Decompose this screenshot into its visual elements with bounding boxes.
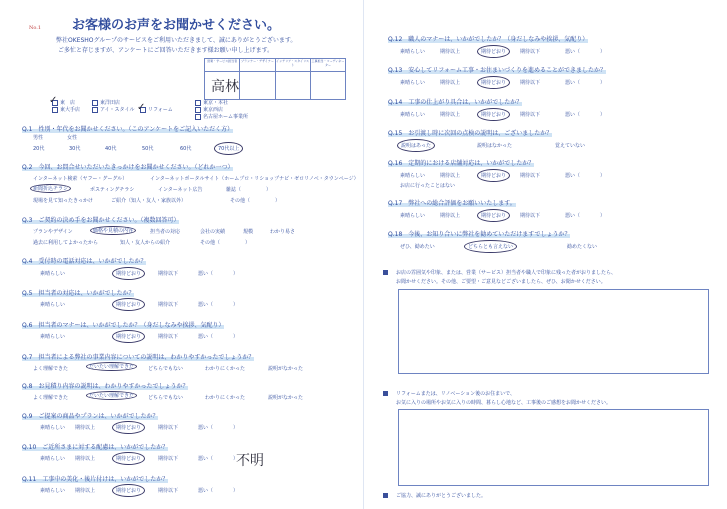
comment1-prompt-line-2: お聞かせください。その他、ご要望・ご意見などございましたら、ぜひ、お聞かせください。 — [396, 279, 606, 285]
answer-option[interactable]: どちらでもない — [148, 395, 183, 401]
answer-option[interactable]: 期待以下 — [158, 456, 179, 462]
staff-header-construction: 工事担当・コーディネーター — [311, 59, 345, 67]
answer-option[interactable]: 期待以下 — [520, 49, 541, 55]
answer-option[interactable]: 期待以上 — [75, 456, 96, 462]
bullet-square-icon — [383, 493, 388, 498]
intro-line-1: 弊社OKESHOグループのサービスをご利用いただきまして、誠にありがとうございます。 — [56, 37, 297, 44]
answer-option[interactable]: ご紹介（知人・友人・家族以外） — [111, 198, 187, 204]
checkbox-2[interactable] — [92, 100, 98, 106]
answer-option[interactable]: お店に行ったことはない — [400, 183, 456, 189]
business-type-label: 東 店 — [60, 100, 76, 106]
answer-option-selected[interactable]: だいたい理解できた — [86, 391, 137, 400]
answer-option[interactable]: 素晴らしい — [400, 80, 426, 86]
checkbox-4[interactable] — [52, 107, 58, 113]
answer-option[interactable]: 素晴らしい — [400, 213, 426, 219]
answer-option[interactable]: 悪い（ ） — [198, 488, 239, 494]
answer-option[interactable]: 女性 — [67, 135, 78, 141]
question-q1: Q.1 性別・年代をお聞かせください。（このアンケートをご記入いただく方） — [22, 126, 234, 133]
answer-option-selected[interactable]: 期待どおり — [477, 45, 510, 58]
footer-thanks: ご協力、誠にありがとうございました。 — [396, 493, 487, 499]
page-fold-divider — [363, 0, 364, 509]
handwritten-note: 不明 — [236, 453, 264, 469]
answer-option[interactable]: 20代 — [33, 146, 45, 152]
answer-option-selected[interactable]: 期待どおり — [112, 330, 145, 343]
intro-line-2: ご多忙と存じますが、アンケートにご回答いただきます様お願い申し上げます。 — [58, 47, 274, 54]
answer-option-selected[interactable]: 期待どおり — [477, 76, 510, 89]
answer-option[interactable]: インターネット検索（ヤフー・グーグル） — [33, 176, 128, 182]
question-q11: Q.11 工事中の美化・後片付けは、いかがでしたか？ — [22, 476, 169, 483]
question-q9: Q.9 ご提案の商品やプランは、いかがでしたか？ — [22, 413, 159, 420]
question-q6: Q.6 担当者のマナーは、いかがでしたか？（身だしなみや挨拶、気配り） — [22, 322, 225, 329]
answer-option[interactable]: 素晴らしい — [400, 112, 426, 118]
answer-option-selected[interactable]: 新聞折込チラシ — [30, 184, 71, 193]
staff-signature: 高林 — [211, 79, 239, 95]
answer-option-selected[interactable]: 期待どおり — [112, 421, 145, 434]
answer-option[interactable]: ポスティングチラシ — [90, 187, 135, 193]
answer-option[interactable]: 素晴らしい — [40, 456, 66, 462]
question-q12: Q.12 職人のマナーは、いかがでしたか？（身だしなみや挨拶、気配り） — [388, 36, 589, 43]
bullet-square-icon — [383, 270, 388, 275]
answer-option[interactable]: 素晴らしい — [400, 49, 426, 55]
answer-option-selected[interactable]: 期待どおり — [477, 108, 510, 121]
answer-option[interactable]: 期待以上 — [440, 80, 461, 86]
question-q10: Q.10 ご近所さまに対する配慮は、いかがでしたか？ — [22, 444, 169, 451]
checkmark-icon: ✓ — [137, 102, 146, 113]
comment2-prompt-line-2: お気に入りの場所やお気に入りの時間、暮らし心地など、工事後のご感想をお聞かせください。 — [396, 400, 612, 406]
answer-option[interactable]: 悪い（ ） — [198, 334, 239, 340]
question-q18: Q.18 今後、お知り合いに弊社を勧めていただけますでしょうか？ — [388, 231, 571, 238]
answer-option[interactable]: わかりにくかった — [205, 366, 246, 372]
comment2-textarea[interactable] — [398, 409, 709, 486]
answer-option[interactable]: 悪い（ ） — [198, 456, 239, 462]
answer-option-selected[interactable]: 価格や見積の内容 — [90, 226, 136, 235]
question-q8: Q.8 お見積り内容の説明は、わかりやすかったでしょうか？ — [22, 383, 189, 390]
comment2-prompt-line-1: リフォームまたは、リノベーション後のお住まいで、 — [396, 391, 516, 397]
answer-option[interactable]: インターネットポータルサイト（ホームプロ・リショップナビ・ゼロリノベ・タウンページ） — [150, 176, 359, 182]
answer-option[interactable]: 期待以下 — [158, 302, 179, 308]
answer-option[interactable]: わかりにくかった — [205, 395, 246, 401]
bullet-square-icon — [383, 391, 388, 396]
answer-option[interactable]: 悪い（ ） — [198, 271, 239, 277]
answer-option[interactable]: 過去に利用してよかったから — [33, 240, 99, 246]
answer-option-selected[interactable]: だいたい理解できた — [86, 362, 137, 371]
answer-option[interactable]: 期待以上 — [440, 213, 461, 219]
comment1-textarea[interactable] — [398, 289, 709, 374]
answer-option[interactable]: 60代 — [180, 146, 192, 152]
answer-option[interactable]: 勧めたくない — [567, 244, 598, 250]
answer-option[interactable]: 素晴らしい — [400, 173, 426, 179]
answer-option[interactable]: 覚えていない — [555, 143, 586, 149]
answer-option[interactable]: 知人・友人からの紹介 — [120, 240, 171, 246]
answer-option-selected[interactable]: 期待どおり — [112, 267, 145, 280]
answer-option[interactable]: 期待以下 — [520, 80, 541, 86]
answer-option[interactable]: 期待以下 — [158, 334, 179, 340]
business-type-label: アイ・スタイル — [100, 107, 135, 113]
answer-option[interactable]: 期待以下 — [158, 488, 179, 494]
checkbox-3[interactable] — [195, 100, 201, 106]
answer-option-selected[interactable]: 説明はあった — [397, 139, 435, 152]
answer-option[interactable]: 素晴らしい — [40, 425, 66, 431]
checkbox-5[interactable] — [92, 107, 98, 113]
answer-option[interactable]: 期待以上 — [75, 488, 96, 494]
answer-option[interactable]: 説明がなかった — [268, 395, 304, 401]
answer-option[interactable]: 悪い（ ） — [198, 302, 239, 308]
answer-option[interactable]: 男性 — [33, 135, 44, 141]
question-q5: Q.5 担当者の対応は、いかがでしたか？ — [22, 290, 135, 297]
comment1-prompt-line-1: お店の雰囲気や印象、または、営業（サービス）担当者や職人で印象に残った者がおりましたら、 — [396, 270, 617, 276]
answer-option[interactable]: 素晴らしい — [40, 302, 66, 308]
checkbox-7[interactable] — [195, 107, 201, 113]
answer-option-selected[interactable]: 期待どおり — [477, 209, 510, 222]
answer-option[interactable]: 期待以上 — [440, 49, 461, 55]
answer-option[interactable]: わかり易さ — [270, 229, 296, 235]
business-type-label: 東京西店 — [203, 107, 224, 113]
question-q15: Q.15 お引渡し時に次回の点検の説明は、ございましたか？ — [388, 130, 553, 137]
answer-option-selected[interactable]: 70代以上 — [214, 142, 243, 155]
business-type-label: 東洋田店 — [100, 100, 121, 106]
business-type-label: リフォーム — [148, 107, 173, 113]
answer-option[interactable]: 説明がなかった — [268, 366, 304, 372]
question-q17: Q.17 弊社への総合評価をお願いいたします。 — [388, 200, 516, 207]
checkmark-icon: ✓ — [49, 95, 58, 106]
question-q2: Q.2 今回、お問合せいただいたきっかけをお聞かせください。（どれか一つ） — [22, 164, 234, 171]
staff-table — [204, 58, 346, 100]
answer-option[interactable]: 現場を見て知ったきっかけ — [33, 198, 94, 204]
staff-header-sales: 営業・サービス担当者 — [205, 59, 240, 71]
question-q13: Q.13 安心してリフォーム工事・お住まいづくりを進めることができましたか？ — [388, 67, 606, 74]
answer-option-selected[interactable]: 期待どおり — [477, 169, 510, 182]
checkbox-8[interactable] — [195, 114, 201, 120]
answer-option[interactable]: 期待以下 — [158, 271, 179, 277]
answer-option[interactable]: 担当者の対応 — [150, 229, 181, 235]
page-title: お客様のお声をお聞かせください。 — [72, 18, 281, 33]
business-type-label: 東京・本社 — [203, 100, 229, 106]
question-q4: Q.4 受付時の電話対応は、いかがでしたか？ — [22, 258, 147, 265]
corner-note: No.1 — [29, 25, 42, 31]
staff-header-planner: プランナー・デザイナー — [240, 59, 275, 71]
answer-option[interactable]: インターネット広告 — [158, 187, 203, 193]
answer-option[interactable]: ぜひ、勧めたい — [400, 244, 435, 250]
answer-option[interactable]: 悪い（ ） — [565, 173, 606, 179]
answer-option[interactable]: 悪い（ ） — [565, 49, 606, 55]
staff-header-interior: インテリア・スタイリスト — [276, 59, 311, 71]
answer-option[interactable]: 素晴らしい — [40, 334, 66, 340]
answer-option[interactable]: 説明はなかった — [477, 143, 513, 149]
answer-option-selected[interactable]: どちらとも言えない — [464, 240, 517, 253]
answer-option[interactable]: 規模 — [243, 229, 254, 235]
question-q14: Q.14 工事の仕上がり具合は、いかがでしたか？ — [388, 99, 523, 106]
business-type-label: 名古屋ホーム事業所 — [203, 114, 249, 120]
answer-option[interactable]: 雑誌（ ） — [226, 187, 272, 193]
answer-option[interactable]: 50代 — [142, 146, 154, 152]
answer-option[interactable]: 期待以下 — [520, 213, 541, 219]
answer-option[interactable]: 素晴らしい — [40, 271, 66, 277]
question-q3: Q.3 ご契約の決め手をお聞かせください。（複数回答可） — [22, 217, 180, 224]
answer-option[interactable]: その他（ ） — [200, 240, 251, 246]
answer-option[interactable]: 悪い（ ） — [565, 112, 606, 118]
answer-option[interactable]: 期待以上 — [440, 112, 461, 118]
question-q16: Q.16 定期的における店舗対応は、いかがでしたか？ — [388, 160, 535, 167]
answer-option[interactable]: よく理解できた — [33, 366, 69, 372]
answer-option[interactable]: その他（ ） — [230, 198, 281, 204]
answer-option[interactable]: 会社の実績 — [200, 229, 226, 235]
answer-option[interactable]: 30代 — [69, 146, 81, 152]
answer-option[interactable]: 期待以下 — [520, 112, 541, 118]
answer-option-selected[interactable]: 期待どおり — [112, 484, 145, 497]
question-q7: Q.7 担当者による弊社の事業内容についての説明は、わかりやすかったでしょうか？ — [22, 354, 255, 361]
answer-option[interactable]: 悪い（ ） — [198, 425, 239, 431]
business-type-label: 東大手店 — [60, 107, 81, 113]
answer-option[interactable]: どちらでもない — [148, 366, 183, 372]
answer-option[interactable]: よく理解できた — [33, 395, 69, 401]
answer-option[interactable]: 40代 — [105, 146, 117, 152]
answer-option-selected[interactable]: 期待どおり — [112, 452, 145, 465]
answer-option[interactable]: 悪い（ ） — [565, 213, 606, 219]
answer-option[interactable]: 素晴らしい — [40, 488, 66, 494]
answer-option[interactable]: 期待以下 — [520, 173, 541, 179]
answer-option[interactable]: プランやデザイン — [33, 229, 73, 235]
answer-option[interactable]: 期待以下 — [158, 425, 179, 431]
answer-option-selected[interactable]: 期待どおり — [112, 298, 145, 311]
answer-option[interactable]: 悪い（ ） — [565, 80, 606, 86]
answer-option[interactable]: 期待以上 — [75, 425, 96, 431]
answer-option[interactable]: 期待以上 — [440, 173, 461, 179]
